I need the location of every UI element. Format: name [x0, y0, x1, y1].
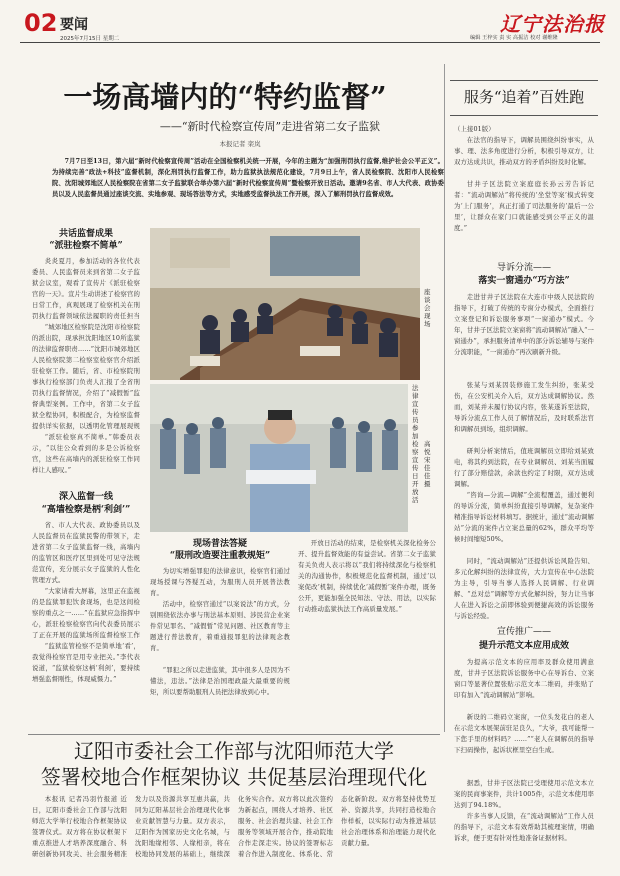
sidebar-heading-1b: 落实一窗通办“巧方法”: [478, 276, 570, 286]
sidebar-heading-1a: 导诉分流——: [496, 263, 551, 273]
section-name: 要闻: [60, 17, 88, 33]
column-divider: [444, 64, 445, 732]
section1-heading-2: “派驻检察不简单”: [49, 241, 123, 251]
section2-paragraph-2: “大家请看大屏幕，这里正在监视的是监狱罪犯饮食现场，也是这间检察的重点之一……”在监狱应急指挥中心，派驻检察检察官向代表委员展示了正在开展的监狱场所监督检察工作: [32, 587, 140, 639]
photo2-caption: 法律宣传员参加检察宣传日开放活: [412, 384, 419, 504]
sidebar-heading-2a: 宣传推广——: [496, 627, 551, 637]
sidebar-paragraph-9: 新设的二维码立案窗，一位头发花白的老人在示范文本展架前驻足良久，“大爷，我可能帮一下您手里的材料吗？……”“老人在调解员的指导下扫码操作，起诉状框里空白生成。: [454, 713, 594, 754]
lead-paragraph: 7月7日至13日，第六届“新时代检察宣传周”活动在全国检察机关统一开展，今年的主题为“加强刑罚执行监督,维护社会公平正义”。为持续完善“政法+科技”监督机制，深化刑罚执行监督工作，助力监狱执法规范化建设，7月9日上午，省人民检察院、沈阳市人民检察院、沈阳城郊地区人民检察院在省第二女子监狱联合举办第六届“新时代检察宣传周”暨检察开放日活动。邀请9名省、市人大代表、政协委员以及人民监督员通过座谈交流、实地参观、现场答法等方式，实地感受监督执法工作开展，深入了解刑罚执行监督成效。: [52, 158, 444, 198]
issue-date: 2025年7月15日 星期二: [60, 36, 120, 42]
sidebar-paragraph-6: “咨询—分流—调解”全流程覆盖，通过便利的导诉分流，简单纠纷直接引导调解，复杂案件精准指导诉讼材料填写。据统计，通过“流动调解站”分流的案件占立案总量的62%，群众平均等候时间缩短50%。: [454, 491, 594, 543]
bottom-article-text: 本报讯 记者冯羽竹报道 近日，辽阳市委社会工作部与沈阳师范大学举行校地合作框架协议签署仪式。双方将在协议框架下重点推进人才培养深度融合、科研创新协同攻关、社会服务精准发力以及资源共享互惠共赢，共同为辽阳基层社会治理现代化事业贡献智慧与力量。双方表示，辽阳作为国家历史文化名城，与沈阳地缘相邻、人缘相亲，将在校地协同发展的基础上，继续深化务实合作。双方将以此次签约为新起点，围绕人才培养、社区服务、社会治理共建、社会工作服务等领域开展合作，推动院地合作走深走实。协议的签署标志着合作进入制度化、体系化、常态化新阶段。双方将坚持优势互补、资源共享，共同打造校地合作样板，以实际行动为推进基层社会治理体系和治理能力现代化贡献力量。: [32, 795, 436, 858]
section3-heading-2: “服刑改造要注重教规矩”: [169, 551, 271, 561]
sidebar-paragraph-7: 同时，“流动调解站”还提供诉讼风险告知、多元化解纠纷的法律宣传，大力宣传在中心法院为主导，引导当事人选择人民调解、行业调解、“总对总”调解等方式化解纠纷，努力让当事人在进入诉讼之前即体验到便捷高效的诉讼服务与诉讼经验。: [454, 557, 594, 620]
photo-meeting: [150, 228, 420, 380]
sidebar-paragraph-10: 据悉，甘井子区法院已受理使用示范文本立案的民商事案件，共计1005件，示范文本使用率达到了94.18%。: [454, 779, 594, 809]
sidebar-paragraph-11: 许多当事人反馈，在“流动调解站”工作人员的指导下，示范文本有效帮助其梳理案情，明确诉求，便于更有针对性地准备证据材料。: [454, 812, 594, 842]
photo1-caption: 座谈会现场: [424, 288, 431, 328]
sidebar-paragraph-5: 研判分析案情后，值班调解员立即给刘某致电，将其约到法院，在专业调解员、刘某当面履行了部分赔偿款，余款也约定了时限，双方达成调解。: [454, 447, 594, 488]
sidebar-heading-2b: 提升示范文本应用成效: [478, 641, 569, 651]
editor-credits: 编辑 王梓实 责 实 高振洁 校对 谢维隆: [470, 35, 558, 41]
sidebar-paragraph-8: 为提高示范文本的应用率及群众使用满意度，甘井子区法院诉讼服务中心在导诉台、立案窗口等显著位置张贴示范文本二维码，并张贴了印有加入“流动调解站”影响。: [454, 658, 594, 699]
section1-heading-1: 共话监督成果: [58, 229, 113, 239]
bottom-rule: [28, 734, 440, 735]
section2-paragraph-1: 省、市人大代表、政协委员以及人民监督员在监狱民警的带领下，走进省第二女子监狱监督一线，高墙内的监管区和医疗区里到处可见守法规范宣传，充分展示女子监狱的人性化管理方式。: [32, 521, 140, 584]
section3-paragraph-3: “罪犯之所以走进监狱，其中很多人是因为不懂法，违法。”法律是治国理政最大最重要的规矩，所以要帮助服刑人员把法律放到心中。: [150, 666, 290, 696]
headline: 一场高墙内的“特约监督”: [63, 80, 387, 114]
section2-paragraph-3: “监狱监管检察不是简单地‘看’，我觉得检察官是用专业把关。”李代表说道，“监狱检察这柄‘利剑’，要持续增强监督刚性，体现威慑力。”: [32, 642, 140, 683]
sidebar-paragraph-1: 在法官的指导下，调解员围绕纠纷事实，从事、理、法多角度进行分析，积极引导双方，让双方达成共识，推动双方的矛盾纠纷及时化解。: [454, 136, 594, 166]
sidebar-paragraph-3: 走进甘井子区法院在大连市中级人民法院的指导下，打破了传统的专窗分办模式，全面推行立案登记和诉讼服务事项“一窗通办”模式。今年，甘井子区法院立案窗将“流动调解站”融入“一窗通办”，承担服务清单中的部分诉讼辅导与案件分流职能，“一窗通办”再次刷新升级。: [454, 293, 594, 356]
sidebar-paragraph-4: 张某与刘某因装修施工发生纠纷，张某受伤，在公安机关介入后，双方达成调解协议。然而，刘某并未履行协议内容，张某遂诉至法院，导诉分流点工作人员了解情况后，及时联系法官和调解员到场，组织调解。: [454, 381, 594, 433]
bottom-headline-1: 辽阳市委社会工作部与沈阳师范大学: [74, 739, 394, 763]
sidebar-continued-note: （上接01版）: [454, 125, 495, 133]
section1-paragraph-2: “城郊地区检察院是沈阳市检察院的派出院，现承担沈阳地区10所监狱的法律监督职责……”沈阳市城郊地区人民检察院第二检察室检察官介绍派驻检察工作。随后，省、市检察院刑事执行检察部门负责人汇报了全省刑罚执行监督情况，介绍了“减假暂”监督典型案例。工作中，省第二女子监狱全程协同，积极配合，为检察监督提供详实依据，以透明化管理展现规: [32, 323, 140, 430]
section2-heading-1: 深入监督一线: [58, 492, 113, 502]
photo-lawyer: [150, 384, 408, 532]
section2-heading-2: “高墙检察是柄‘利剑’”: [41, 505, 131, 515]
sidebar-paragraph-2: 甘井子区法院立案庭庭长孙云芳告诉记者：“流动调解站”将传统的‘坐堂等案’模式转变为‘上门服务’，真正打通了司法服务的‘最后一公里’，让群众在家门口就能感受到公平正义的温度。”: [454, 180, 594, 232]
sub-headline: ——“新时代检察宣传周”走进省第二女子监狱: [159, 120, 381, 133]
sidebar-title: 服务“追着”百姓跑: [463, 88, 585, 106]
section3-paragraph-4: 开放日活动的结束，是检察机关深化检务公开、提升监督效能的有益尝试。省第二女子监狱有关负责人表示将以“我们将持续深化与检察机关的沟通协作，积极规范化监督机制，通过‘以案促改’机制，持续优化‘减假暂’案件办理，既务公开，更能加强全民知法、守法、用法，以实际行动推动监狱执法工作高质量发展。”: [298, 539, 436, 613]
bottom-headline-2: 签署校地合作框架协议 共促基层治理现代化: [40, 765, 428, 789]
paper-name: 辽宁法治报: [500, 12, 605, 36]
page-number: 02: [24, 9, 58, 37]
header-rule: [20, 42, 600, 43]
section3-paragraph-1: 为切实增强罪犯的法律意识，检察官们通过现场授课与答疑互动，为服刑人员开展普法教育。: [150, 567, 290, 597]
section3-paragraph-2: 活动中，检察官通过“以案说法”的方式，分别围绕依法办事与刑法基本原则、涉民营企业案件常见罪名、“减假暂”常见问题、社区教育等主题进行普法教育，着重通报罪犯的法律观念教育。: [150, 600, 290, 652]
photo2-credit: 高悦 宋佳佳 摄: [424, 440, 431, 488]
section3-heading-1: 现场普法答疑: [192, 539, 247, 549]
section1-paragraph-1: 炎炎夏月，参加活动的各位代表委员、人民监督员来到省第二女子监狱会议室，观看了宣传片《派驻检察官的一天》。宣片生动讲述了检察官的日常工作，真观展现了检察机关在刑罚执行监督领域依法履职的责任担当: [32, 257, 140, 320]
byline: 本报记者 栾岚: [219, 140, 261, 148]
section1-paragraph-3: “派驻检察真不简单。”韩委员表示，“以往公众看到的多是公诉检察官，这些在高墙内的派驻检察工作同样让人感叹。”: [32, 433, 140, 474]
